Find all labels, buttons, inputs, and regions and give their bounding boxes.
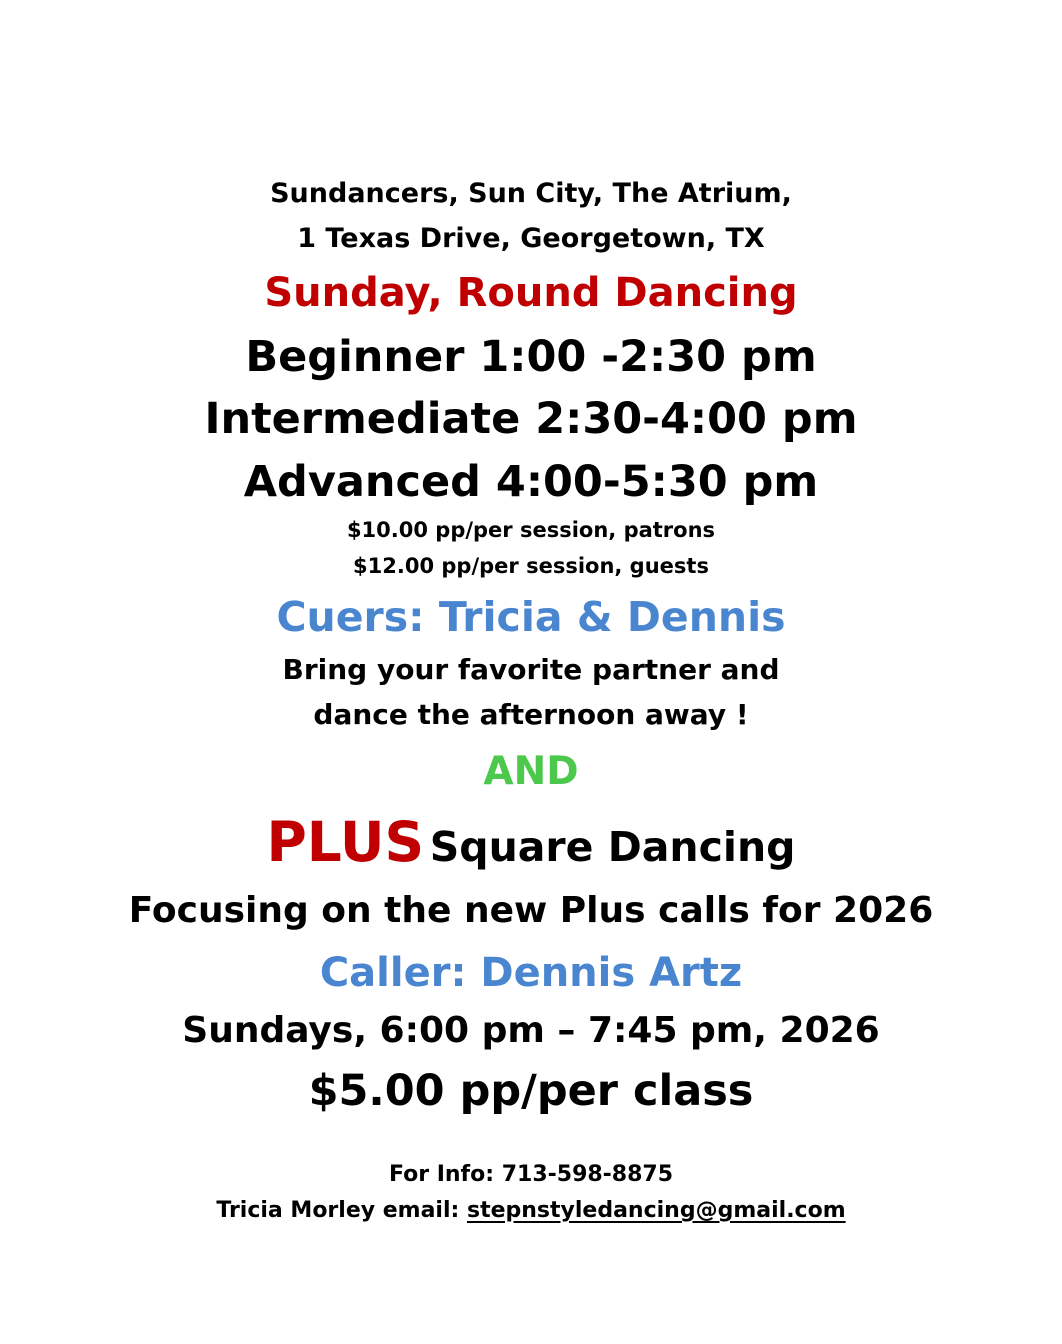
invite-line-1: Bring your favorite partner and xyxy=(282,653,780,686)
square-dancing-label: Square Dancing xyxy=(429,823,796,871)
caller-line: Caller: Dennis Artz xyxy=(319,950,743,996)
plus-word: PLUS xyxy=(266,810,425,874)
square-cost: $5.00 pp/per class xyxy=(308,1066,754,1116)
focus-line: Focusing on the new Plus calls for 2026 xyxy=(128,890,934,931)
session-intermediate: Intermediate 2:30-4:00 pm xyxy=(204,394,858,444)
venue-line-1: Sundancers, Sun City, The Atrium, xyxy=(270,178,792,209)
email-link[interactable]: stepnstyledancing@gmail.com xyxy=(466,1198,846,1223)
session-advanced: Advanced 4:00-5:30 pm xyxy=(243,457,819,507)
price-patrons: $10.00 pp/per session, patrons xyxy=(346,518,716,542)
invite-line-2: dance the afternoon away ! xyxy=(313,698,749,731)
price-guests: $12.00 pp/per session, guests xyxy=(353,554,709,578)
square-dancing-heading xyxy=(0,810,1062,874)
and-divider: AND xyxy=(483,749,579,794)
venue-line-2: 1 Texas Drive, Georgetown, TX xyxy=(297,223,765,254)
round-dancing-heading: Sunday, Round Dancing xyxy=(264,270,798,316)
cuers-line: Cuers: Tricia & Dennis xyxy=(276,593,786,641)
contact-name-label: Tricia Morley email: xyxy=(216,1198,467,1223)
square-schedule: Sundays, 6:00 pm – 7:45 pm, 2026 xyxy=(182,1010,880,1051)
session-beginner: Beginner 1:00 -2:30 pm xyxy=(245,332,817,382)
contact-email-line xyxy=(0,1200,1062,1222)
contact-info: For Info: 713-598-8875 xyxy=(388,1162,674,1187)
